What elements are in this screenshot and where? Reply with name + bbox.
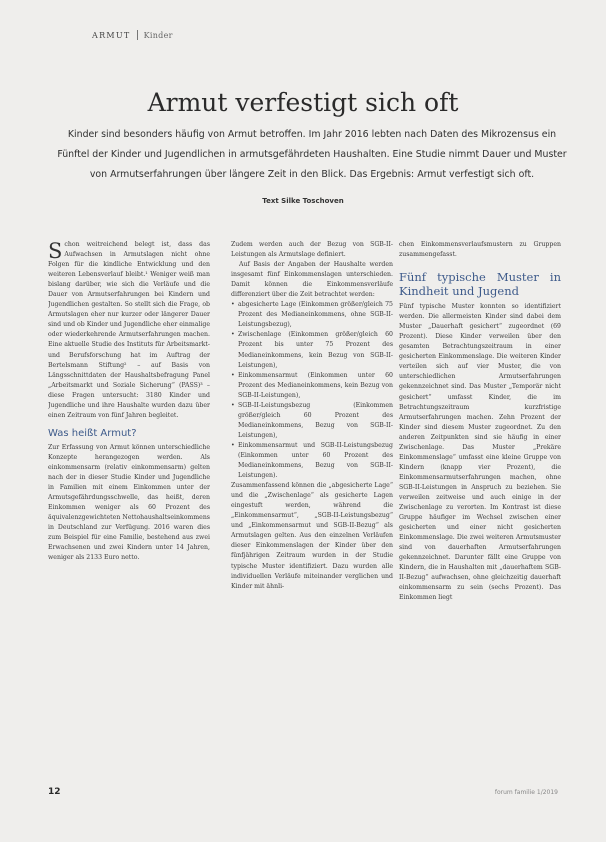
- article-author: Text Silke Toschoven: [262, 197, 344, 205]
- list-item: • abgesicherte Lage (Einkommen größer/gleich 75 Prozent des Medianeinkommens, ohne SGB-II-Leistungsbezug),: [231, 300, 393, 330]
- article-lead: Kinder sind besonders häufig von Armut betroffen. Im Jahr 2016 lebten nach Daten des Mikrozensus ein Fünftel der Kinder und Jugendlichen in armutsgefährdeten Haushalten. Eine Studie nimmt Dauer und Muster von Armutserfahrungen über längere Zeit in den Blick. Das Ergebnis: Armut verfestigt sich oft.: [57, 129, 567, 180]
- header-divider: [137, 30, 138, 40]
- paragraph: Zur Erfassung von Armut können unterschiedliche Konzepte herangezogen werden. Als einkommensarm (relativ einkommensarm) gelten nach der in dieser Studie Kinder und Jugendliche in Familien mit einem Einkommen unter der Armutsgefährdungsschwelle, das heißt, deren Einkommen weniger als 60 Prozent des äquivalenzgewichteten Nettohaushaltseinkommens in Deutschland zur Verfügung. 2016 waren dies zum Beispiel für eine Familie, bestehend aus zwei Erwachsenen und zwei Kindern unter 14 Jahren, weniger als 2133 Euro netto.: [48, 443, 210, 562]
- magazine-name: forum familie 1/2019: [494, 789, 558, 796]
- section-category: Kinder: [143, 30, 173, 40]
- income-levels-list: [231, 300, 393, 481]
- text-column-2: [231, 240, 393, 760]
- paragraph: chen Einkommensverlaufsmustern zu Gruppen zusammengefasst.: [399, 241, 561, 259]
- paragraph: Auf Basis der Angaben der Haushalte werden insgesamt fünf Einkommenslagen unterschieden. Damit können die Einkommensverläufe differenziert über die Zeit betrachtet werden:: [231, 261, 393, 299]
- list-item: • SGB-II-Leistungsbezug (Einkommen größer/gleich 60 Prozent des Medianeinkommens, Bezug von SGB-II-Leistungen),: [231, 401, 393, 441]
- paragraph: Fünf typische Muster konnten so identifiziert werden. Die allermeisten Kinder sind dabei dem Muster „Dauerhaft gesichert“ zugeordnet (69 Prozent). Diese Kinder verweilen über den gesamten Betrachtungszeitraum in einer gesicherten Einkommenslage. Die weiteren Kinder verteilen sich auf vier Muster, die von unterschiedlichen Armutserfahrungen gekennzeichnet sind. Das Muster „Temporär nicht gesichert“ umfasst Kinder, die im Betrachtungszeitraum kurzfristige Armutserfahrungen machen. Zehn Prozent der Kinder sind diesem Muster zugeordnet. Zu den anderen Zeitpunkten sind sie häufig in einer Zwischenlage. Das Muster „Prekäre Einkommenslage“ umfasst eine kleine Gruppe von Kindern (knapp vier Prozent), die Einkommensarmutserfahrungen machen, ohne SGB-II-Leistungen in Anspruch zu beziehen. Sie verweilen zeitweise und auch einige in der Zwischenlage zu verorten. Im Kontrast ist diese Gruppe häufiger im Wechsel zwischen einer gesicherten und einer nicht gesicherten Einkommenslage. Die zwei weiteren Armutsmuster sind von dauerhaften Armutserfahrungen gekennzeichnet. Darunter fällt eine Gruppe von Kindern, die in Haushalten mit „dauerhaftem SGB-II-Bezug“ aufwachsen, ohne gleichzeitig dauerhaft einkommensarm zu sein (sechs Prozent). Das Einkommen liegt: [399, 303, 561, 602]
- list-item: • Einkommensarmut und SGB-II-Leistungsbezug (Einkommen unter 60 Prozent des Medianeinkommens, Bezug von SGB-II-Leistungen).: [231, 441, 393, 481]
- section-heading: Fünf typische Muster in Kindheit und Jugend: [399, 270, 561, 299]
- section-name: ARMUT: [92, 30, 131, 40]
- drop-cap: S: [48, 240, 63, 263]
- list-item: • Einkommensarmut (Einkommen unter 60 Prozent des Medianeinkommens, kein Bezug von SGB-II-Leistungen),: [231, 371, 393, 401]
- article-title: Armut verfestigt sich oft: [147, 88, 459, 117]
- paragraph: Zudem werden auch der Bezug von SGB-II-Leistungen als Armutslage definiert.: [231, 241, 393, 259]
- text-column-3: [399, 240, 561, 760]
- section-header: [92, 30, 173, 40]
- paragraph: Zusammenfassend können die „abgesicherte Lage“ und die „Zwischenlage“ als gesicherte Lagen eingestuft werden, während die „Einkommensarmut“, „SGB-II-Leistungsbezug“ und „Einkommensarmut und SGB-II-Bezug“ als Armutslagen gelten. Aus den einzelnen Verläufen dieser Einkommenslagen der Kinder über den fünfjährigen Zeitraum wurden in der Studie typische Muster identifiziert. Dazu wurden alle individuellen Verläufe miteinander verglichen und Kinder mit ähnli-: [231, 482, 393, 590]
- paragraph: chon weitreichend belegt ist, dass das Aufwachsen in Armutslagen nicht ohne Folgen für die kindliche Entwicklung und den weiteren Lebensverlauf bleibt.¹ Weniger weiß man bislang darüber, wie sich die Verläufe und die Dauer von Armutserfahrungen bei Kindern und Jugendlichen gestalten. So stellt sich die Frage, ob Armutslagen eher nur kurzer oder längerer Dauer sind und ob Kinder und Jugendliche eher einmalige oder wiederkehrende Armutserfahrungen machen. Eine aktuelle Studie des Instituts für Arbeitsmarkt- und Berufsforschung hat im Auftrag der Bertelsmann Stiftung² – auf Basis von Längsschnittdaten der Haushaltsbefragung Panel „Arbeitsmarkt und Soziale Sicherung“ (PASS)³ – diese Fragen untersucht: 3180 Kinder und Jugendliche und ihre Haushalte wurden dazu über einen Zeitraum von fünf Jahren begleitet.: [48, 241, 210, 419]
- section-heading: Was heißt Armut?: [48, 427, 137, 439]
- page-number: 12: [48, 787, 61, 797]
- list-item: • Zwischenlage (Einkommen größer/gleich 60 Prozent bis unter 75 Prozent des Medianeinkommens, kein Bezug von SGB-II-Leistungen),: [231, 330, 393, 370]
- text-column-1: [48, 240, 210, 760]
